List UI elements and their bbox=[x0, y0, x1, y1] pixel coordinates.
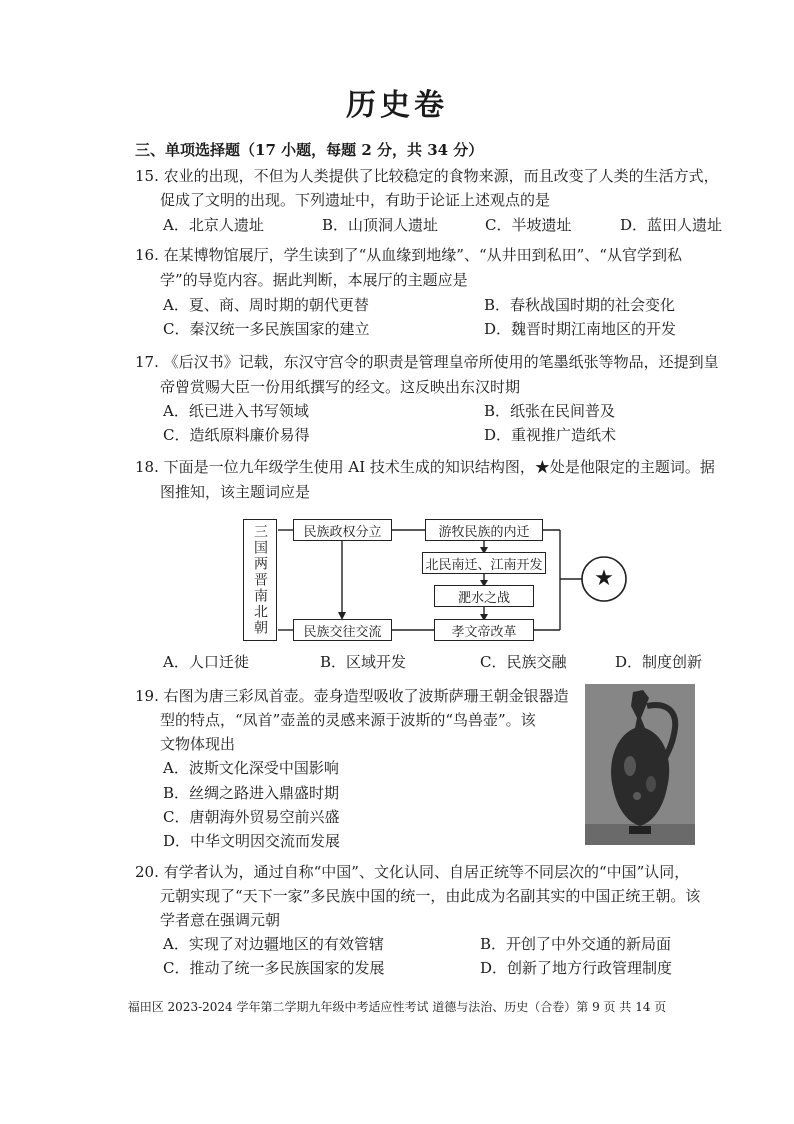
q20-stem-line3: 学者意在强调元朝 bbox=[160, 911, 281, 929]
q15-option-b: B．山顶洞人遗址 bbox=[322, 216, 439, 234]
q17-option-a: A．纸已进入书写领域 bbox=[163, 402, 309, 420]
q15-option-d: D．蓝田人遗址 bbox=[620, 216, 723, 234]
q15-stem-line2: 促成了文明的出现。下列遗址中，有助于论证上述观点的是 bbox=[160, 191, 551, 209]
q17-option-c: C．造纸原料廉价易得 bbox=[163, 426, 310, 444]
diagram-box-feishui-battle: 淝水之战 bbox=[434, 585, 534, 607]
q17-option-d: D．重视推广造纸术 bbox=[484, 426, 617, 444]
q19-stem-line3: 文物体现出 bbox=[160, 735, 236, 753]
q20-stem-line1: 20. 有学者认为，通过自称“中国”、文化认同、自居正统等不同层次的“中国”认同， bbox=[135, 863, 690, 881]
q20-option-d: D．创新了地方行政管理制度 bbox=[480, 959, 673, 977]
q18-option-d: D．制度创新 bbox=[615, 653, 703, 671]
q16-stem-line1: 16. 在某博物馆展厅，学生读到了“从血缘到地缘”、“从井田到私田”、“从官学到私 bbox=[135, 246, 682, 264]
q18-option-a: A．人口迁徙 bbox=[163, 653, 249, 671]
q20-stem-line2: 元朝实现了“天下一家”多民族中国的统一，由此成为名副其实的中国正统王朝。该 bbox=[160, 887, 701, 905]
diagram-box-southward-migration: 北民南迁、江南开发 bbox=[422, 552, 546, 574]
q18-option-b: B．区域开发 bbox=[320, 653, 407, 671]
q19-option-c: C．唐朝海外贸易空前兴盛 bbox=[163, 808, 340, 826]
diagram-box-ethnic-exchange: 民族交往交流 bbox=[293, 619, 392, 641]
q19-option-b: B．丝绸之路进入鼎盛时期 bbox=[163, 784, 340, 802]
q18-stem-line1: 18. 下面是一位九年级学生使用 AI 技术生成的知识结构图，★处是他限定的主题词。据 bbox=[135, 458, 715, 476]
q17-stem-line1: 17. 《后汉书》记载，东汉守宫令的职责是管理皇帝所使用的笔墨纸张等物品，还提到皇 bbox=[135, 353, 719, 371]
q19-option-d: D．中华文明因交流而发展 bbox=[163, 832, 341, 850]
diagram-box-nomad-migration: 游牧民族的内迁 bbox=[425, 519, 543, 541]
diagram-box-regime-division: 民族政权分立 bbox=[293, 519, 392, 541]
section-heading: 三、单项选择题（17 小题，每题 2 分，共 34 分） bbox=[135, 141, 484, 159]
q16-option-d: D．魏晋时期江南地区的开发 bbox=[484, 320, 677, 338]
q20-option-c: C．推动了统一多民族国家的发展 bbox=[163, 959, 385, 977]
page-footer: 福田区 2023-2024 学年第二学期九年级中考适应性考试 道德与法治、历史（合卷）第 9 页 共 14 页 bbox=[127, 1000, 667, 1014]
star-icon: ★ bbox=[594, 566, 614, 591]
q20-option-a: A．实现了对边疆地区的有效管辖 bbox=[163, 935, 384, 953]
diagram-box-xiaowen-reform: 孝文帝改革 bbox=[434, 619, 534, 641]
q15-option-c: C．半坡遗址 bbox=[485, 216, 572, 234]
q20-option-b: B．开创了中外交通的新局面 bbox=[480, 935, 672, 953]
q17-stem-line2: 帝曾赏赐大臣一份用纸撰写的经文。这反映出东汉时期 bbox=[160, 378, 521, 396]
q15-stem-line1: 15. 农业的出现，不但为人类提供了比较稳定的食物来源，而且改变了人类的生活方式， bbox=[135, 167, 719, 185]
phoenix-head-ewer-photo bbox=[585, 684, 695, 845]
q19-stem-line2: 型的特点，“凤首”壶盖的灵感来源于波斯的“鸟兽壶”。该 bbox=[160, 711, 536, 729]
q18-option-c: C．民族交融 bbox=[480, 653, 567, 671]
q15-option-a: A．北京人遗址 bbox=[163, 216, 264, 234]
q19-stem-line1: 19. 右图为唐三彩凤首壶。壶身造型吸收了波斯萨珊王朝金银器造 bbox=[135, 687, 569, 705]
q16-option-a: A．夏、商、周时期的朝代更替 bbox=[163, 296, 369, 314]
diagram-period-box: 三国两晋南北朝 bbox=[243, 519, 277, 641]
ewer-illustration bbox=[585, 684, 695, 845]
q19-option-a: A．波斯文化深受中国影响 bbox=[163, 759, 339, 777]
page-title: 历史卷 bbox=[346, 88, 448, 123]
q16-option-b: B．春秋战国时期的社会变化 bbox=[484, 296, 676, 314]
q17-option-b: B．纸张在民间普及 bbox=[484, 402, 616, 420]
q16-stem-line2: 学”的导览内容。据此判断，本展厅的主题应是 bbox=[160, 271, 468, 289]
q18-stem-line2: 图推知，该主题词应是 bbox=[160, 483, 311, 501]
q16-option-c: C．秦汉统一多民族国家的建立 bbox=[163, 320, 370, 338]
